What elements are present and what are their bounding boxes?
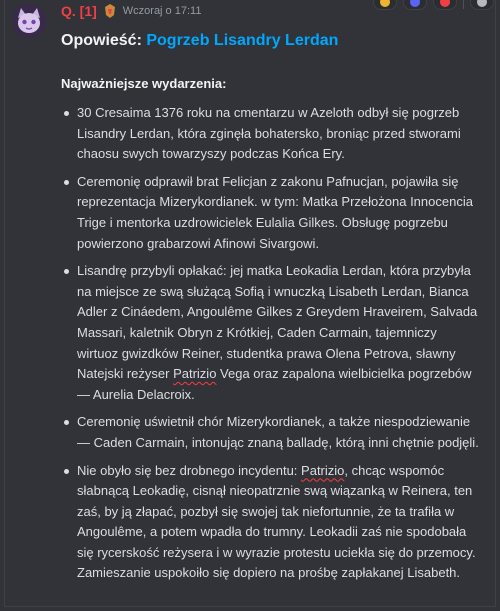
reaction-emoji-1[interactable] xyxy=(373,0,397,10)
events-list xyxy=(61,103,481,584)
list-item xyxy=(61,461,481,585)
event-text-after: , chcąc wspomóc słabnącą Leokadię, cisnął nieopatrznie swą wiązanką w Reinera, ten zaś, by ją złapać, pozbył się swojej tak niefortunnie, że ta trafiła w Angoulême, a potem wpadła do trumny. Leokadii zaś nie spodobała się rycerskość reżysera i w wyrazie protestu uciekła się do przemocy. Zamieszanie uspokoiło się dopiero na prośbę zapłakanej Lisabeth. xyxy=(77,462,476,581)
event-text-before: Lisandrę przybyli opłakać: jej matka Leokadia Lerdan, która przybyła na miejsce ze swą służącą Sofią i wnuczką Lisabeth Lerdan, Bianca Adler z Cináedem, Angoulême Gilkes z Greydem Hraveirem, Salvada Massari, kaletnik Obryn z Krótkiej, Caden Carmain, tajemniczy wirtuoz gwizdków Reiner, studentka prawa Olena Petrova, sławny Natejski reżyser xyxy=(77,263,478,382)
list-item xyxy=(61,261,481,405)
event-text-before: Nie obyło się bez drobnego incydentu: xyxy=(77,462,302,478)
story-title xyxy=(61,30,481,52)
event-text: 30 Cresaima 1376 roku na cmentarzu w Azeloth odbył się pogrzeb Lisandry Lerdan, która zginęła bohatersko, broniąc przed stworami chaosu swych towarzyszy podczas Końca Ery. xyxy=(77,105,461,162)
event-text: Ceremonię uświetnił chór Mizerykordianek, a także niespodziewanie — Caden Carmain, intonując znaną balladę, którą inni chętnie podjęli. xyxy=(77,414,479,450)
spellcheck-word: Patrizio xyxy=(173,366,217,382)
role-badge-icon xyxy=(103,3,117,19)
title-prefix: Opowieść: xyxy=(61,32,142,49)
list-item xyxy=(61,172,481,254)
add-reaction-button[interactable] xyxy=(470,0,494,10)
message-content xyxy=(61,30,481,591)
events-heading: Najważniejsze wydarzenia: xyxy=(61,76,227,91)
list-item xyxy=(61,103,481,165)
spellcheck-word: Patrizio xyxy=(301,462,345,478)
list-item xyxy=(61,412,481,453)
reaction-emoji-2[interactable] xyxy=(403,0,427,10)
event-text-after: Vega oraz zapalona wielbicielka pogrzebów — Aurelia Delacroix. xyxy=(77,366,472,402)
story-link[interactable]: Pogrzeb Lisandry Lerdan xyxy=(146,32,339,49)
author-name[interactable]: Q. [1] xyxy=(61,3,97,19)
message-header xyxy=(61,2,201,20)
reaction-emoji-3[interactable] xyxy=(433,0,457,10)
message-timestamp: Wczoraj o 17:11 xyxy=(122,5,202,17)
reaction-separator xyxy=(463,0,464,9)
reaction-bar xyxy=(373,0,494,10)
event-text: Ceremonię odprawił brat Felicjan z zakonu Pafnucjan, pojawiła się reprezentacja Mizerykordianek. w tym: Matka Przełożona Innocencia Trige i mentorka uzdrowicielek Eulalia Gilkes. Obsługę pogrzebu powierzono grabarzowi Afinowi Sivargowi. xyxy=(77,173,473,251)
cat-avatar-icon[interactable] xyxy=(12,4,46,38)
